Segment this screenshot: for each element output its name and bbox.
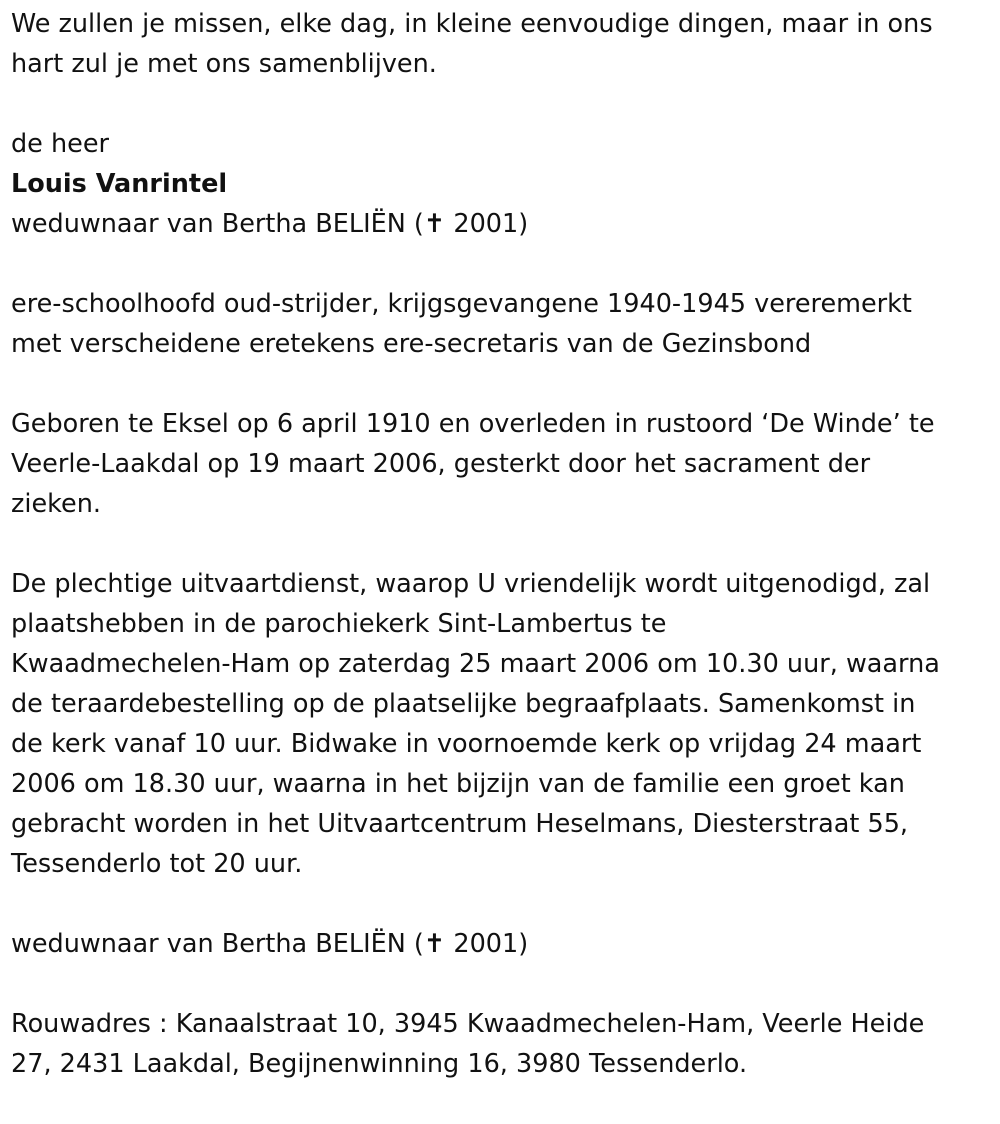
deceased-name: Louis Vanrintel [11, 169, 228, 199]
funeral-line: Tessenderlo tot 20 uur. [11, 849, 303, 879]
intro-line: We zullen je missen, elke dag, in kleine eenvoudige dingen, maar in ons [11, 9, 933, 39]
funeral-line: de teraardebestelling op de plaatselijke begraafplaats. Samenkomst in [11, 689, 916, 719]
address-paragraph [11, 1004, 991, 1084]
birth-death-line: Veerle-Laakdal op 19 maart 2006, gesterkt door het sacrament der [11, 449, 871, 479]
birth-death-line: Geboren te Eksel op 6 april 1910 en overleden in rustoord ‘De Winde’ te [11, 409, 935, 439]
title-prefix: de heer [11, 129, 110, 159]
funeral-paragraph [11, 564, 991, 884]
obituary-document [11, 4, 991, 1124]
intro-line: hart zul je met ons samenblijven. [11, 49, 437, 79]
funeral-line: de kerk vanaf 10 uur. Bidwake in voornoemde kerk op vrijdag 24 maart [11, 729, 922, 759]
identity-block [11, 124, 991, 244]
address-line: Rouwadres : Kanaalstraat 10, 3945 Kwaadmechelen-Ham, Veerle Heide [11, 1009, 925, 1039]
titles-line: ere-schoolhoofd oud-strijder, krijgsgevangene 1940-1945 vereremerkt [11, 289, 912, 319]
funeral-line: 2006 om 18.30 uur, waarna in het bijzijn van de familie een groet kan [11, 769, 905, 799]
intro-paragraph [11, 4, 991, 84]
funeral-line: plaatshebben in de parochiekerk Sint-Lambertus te [11, 609, 667, 639]
widower-of: weduwnaar van Bertha BELIËN (✝ 2001) [11, 209, 529, 239]
birth-death-paragraph [11, 404, 991, 524]
widower-of-repeat: weduwnaar van Bertha BELIËN (✝ 2001) [11, 929, 529, 959]
widower-repeat-paragraph [11, 924, 991, 964]
funeral-line: gebracht worden in het Uitvaartcentrum Heselmans, Diesterstraat 55, [11, 809, 909, 839]
titles-line: met verscheidene eretekens ere-secretaris van de Gezinsbond [11, 329, 812, 359]
address-line: 27, 2431 Laakdal, Begijnenwinning 16, 3980 Tessenderlo. [11, 1049, 748, 1079]
funeral-line: Kwaadmechelen-Ham op zaterdag 25 maart 2006 om 10.30 uur, waarna [11, 649, 940, 679]
titles-paragraph [11, 284, 991, 364]
funeral-line: De plechtige uitvaartdienst, waarop U vriendelijk wordt uitgenodigd, zal [11, 569, 931, 599]
birth-death-line: zieken. [11, 489, 101, 519]
